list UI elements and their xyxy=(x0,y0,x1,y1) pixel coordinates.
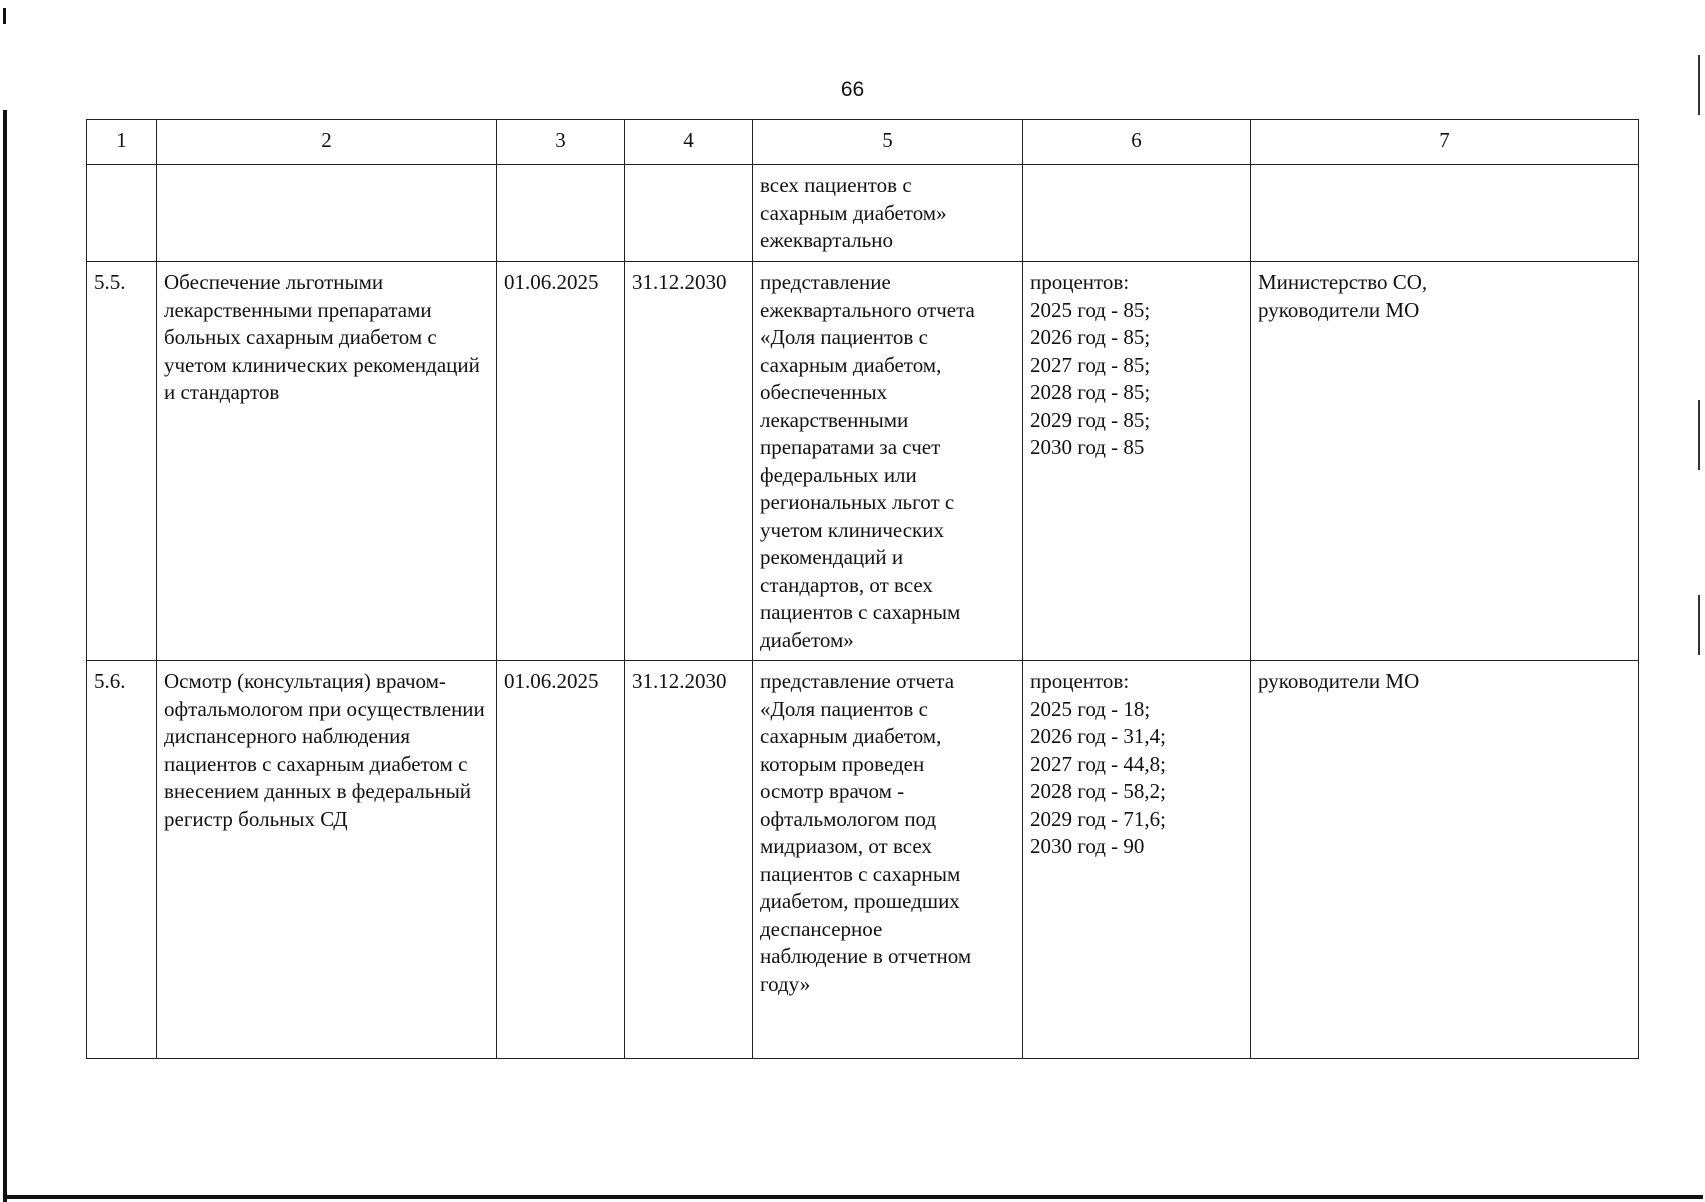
start-date: 01.06.2025 xyxy=(497,262,625,661)
target-cell xyxy=(1023,262,1251,661)
result-line: диабетом, прошедших xyxy=(760,889,960,913)
target-line: 2025 год - 85; xyxy=(1030,297,1151,322)
result-line: рекомендаций и xyxy=(760,545,904,569)
responsible-cell xyxy=(1251,165,1639,262)
result-line: учетом клинических xyxy=(760,517,944,542)
page-number: 66 xyxy=(840,78,865,101)
result-line: осмотр врачом - xyxy=(760,779,905,803)
end-date: 31.12.2030 xyxy=(625,661,753,1059)
end-date xyxy=(625,165,753,262)
result-line: деспансерное xyxy=(760,916,883,941)
row-number: 5.5. xyxy=(87,262,157,661)
target-line: 2025 год - 18; xyxy=(1030,696,1151,721)
result-line: году» xyxy=(760,971,811,996)
result-line: сахарным диабетом, xyxy=(760,352,942,377)
responsible-line: Министерство СО, xyxy=(1258,270,1428,294)
result-line: ежеквартального отчета xyxy=(760,297,975,322)
measure-cell: Осмотр (консультация) врачом-офтальмологом при осуществлении диспансерного наблюдения пациентов с сахарным диабетом с внесением данных в федеральный регистр больных СД xyxy=(157,661,497,1059)
table-row xyxy=(87,262,1639,661)
result-line: ежеквартально xyxy=(760,228,893,252)
result-line: лекарственными xyxy=(760,407,909,432)
row-number: 5.6. xyxy=(87,661,157,1059)
table-row xyxy=(87,165,1639,262)
measure-cell: Обеспечение льготными лекарственными препаратами больных сахарным диабетом с учетом клинических рекомендаций и стандартов xyxy=(157,262,497,661)
scan-mark xyxy=(3,8,6,24)
target-line: 2030 год - 90 xyxy=(1030,834,1145,858)
result-line: диабетом» xyxy=(760,627,854,652)
header-cell: 3 xyxy=(497,120,625,165)
result-line: препаратами за счет xyxy=(760,435,941,459)
target-line: процентов: xyxy=(1030,669,1130,693)
result-line: сахарным диабетом, xyxy=(760,724,942,748)
result-line: представление отчета xyxy=(760,669,955,693)
target-line: 2030 год - 85 xyxy=(1030,435,1145,459)
end-date: 31.12.2030 xyxy=(625,262,753,661)
scan-bottom-border xyxy=(3,1195,1703,1199)
header-cell: 5 xyxy=(753,120,1023,165)
result-line: которым проведен xyxy=(760,751,925,776)
result-line: представление xyxy=(760,270,891,294)
result-line: наблюдение в отчетном xyxy=(760,944,972,968)
result-line: «Доля пациентов с xyxy=(760,696,928,721)
result-line: всех пациентов с xyxy=(760,173,912,197)
result-line: мидриазом, от всех xyxy=(760,834,932,858)
result-line: офтальмологом под xyxy=(760,806,937,831)
target-line: 2029 год - 71,6; xyxy=(1030,806,1166,831)
target-cell xyxy=(1023,661,1251,1059)
result-line: «Доля пациентов с xyxy=(760,325,928,349)
scan-left-border xyxy=(3,110,7,1202)
result-line: обеспеченных xyxy=(760,380,888,404)
header-cell: 2 xyxy=(157,120,497,165)
target-line: 2026 год - 85; xyxy=(1030,325,1151,349)
responsible-line: руководители МО xyxy=(1258,669,1420,693)
start-date: 01.06.2025 xyxy=(497,661,625,1059)
target-line: 2027 год - 44,8; xyxy=(1030,751,1166,776)
result-cell xyxy=(753,165,1023,262)
responsible-line: руководители МО xyxy=(1258,297,1420,322)
target-line: 2027 год - 85; xyxy=(1030,352,1151,377)
target-cell xyxy=(1023,165,1251,262)
scan-right-edge xyxy=(1698,595,1700,655)
target-line: 2028 год - 85; xyxy=(1030,380,1151,404)
table-header-row xyxy=(87,120,1639,165)
result-line: пациентов с сахарным xyxy=(760,861,961,886)
measure-cell xyxy=(157,165,497,262)
target-line: процентов: xyxy=(1030,270,1130,294)
result-line: сахарным диабетом» xyxy=(760,200,947,225)
header-cell: 1 xyxy=(87,120,157,165)
table-row xyxy=(87,661,1639,1059)
result-line: пациентов с сахарным xyxy=(760,600,961,624)
target-line: 2029 год - 85; xyxy=(1030,407,1151,432)
row-number xyxy=(87,165,157,262)
target-line: 2026 год - 31,4; xyxy=(1030,724,1166,748)
header-cell: 4 xyxy=(625,120,753,165)
responsible-cell xyxy=(1251,661,1639,1059)
target-line: 2028 год - 58,2; xyxy=(1030,779,1166,803)
result-line: федеральных или xyxy=(760,462,917,487)
scan-right-edge xyxy=(1698,400,1700,470)
responsible-cell xyxy=(1251,262,1639,661)
header-cell: 6 xyxy=(1023,120,1251,165)
start-date xyxy=(497,165,625,262)
measures-table xyxy=(86,119,1639,1059)
result-cell xyxy=(753,661,1023,1059)
result-cell xyxy=(753,262,1023,661)
result-line: стандартов, от всех xyxy=(760,572,933,597)
result-line: региональных льгот с xyxy=(760,490,955,514)
header-cell: 7 xyxy=(1251,120,1639,165)
